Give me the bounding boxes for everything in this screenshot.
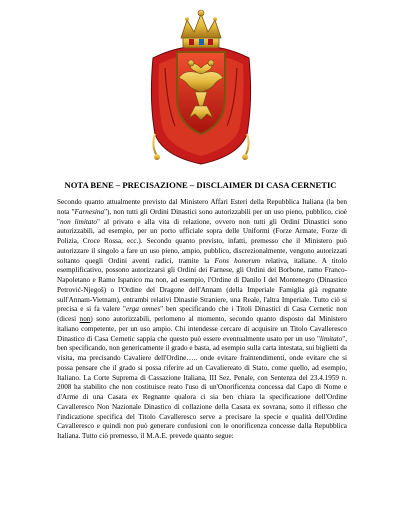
body-text-italic: limitato: [319, 334, 343, 343]
coat-of-arms: [145, 6, 257, 171]
body-text: ", ben specificando, non genericamente il grado e basta, ad esempio sulla carta intestata, sui biglietti da visita, ma precisando Cavaliere dell'Ordine….. onde evitare fraintendimenti, onde evitare che si possa pensare che il grado si possa riferire ad un Cavaliereato di Stato, come quello, ad esempio, Italiano. La Corte Suprema di Cassazione Italiana, III Sez. Penale, con Sentenza del 23.4.1959 n. 2008 ha stabilito che non costituisce reato l'uso di un'Onorificenza concessa dal Capo di Nome e d'Arme di una Casata ex Regnante qualora ci sia ben chiara la specificazione dell'Ordine Cavalleresco Non Nazionale Dinastico di collazione della Casata ex sovrana, sotto il riflesso che l'indicazione specifica del Titolo Cavalleresco serve a precisare la specie e qualità dell'Ordine Cavalleresco e quindi non può generare confusioni con le onorificenza concesse dalla Repubblica Italiana. Tutto ciò premesso, il M.A.E. prevede quanto segue:: [57, 334, 347, 440]
body-text-italic: Farnesina: [74, 207, 105, 216]
body-text: relativa, italiane. A titolo esemplificativo, possono autorizzarsi gli Ordini dei Farnese, gli Ordini dei Borbone, ramo Franco-Napoletano e Ramo Ispanico ma non, ad esempio, l'Ordine di Danilo I del Montenegro (Dinastico Petrović-Njegoš) o l'Ordine del Dragone dell'Annam (della Imperiale Famiglia già regnante sull'Annam-Vietnam), entrambi relativi Dinastie Straniere, una Reale, l'altra Imperiale. Tutto ciò si precisa e si fa valere ": [57, 256, 347, 314]
body-text: ) sono autorizzabili, perlomeno al momento, secondo quanto disposto dal Ministero italiano competente, per un uso ampio. Chi intendesse cercare di acquisire un Titolo Cavalleresco Dinastico di Casa Cernetic sappia che questo può essere eventualmente usato per un uso ": [57, 315, 347, 343]
body-text: " ben specificando che i Titoli Dinastici di Casa Cernetic non (dicesi: [57, 305, 347, 323]
body-text: "), non tutti gli Ordini Dinastici sono autorizzabili per un uso pieno, pubblico, cioè ": [57, 207, 347, 226]
body-text: " al privato e alla vita di relazione, ovvero non tutti gli Ordini Dinastici sono autorizzabili, ad esempio, per un porto ufficiale sopra delle Uniformi (Forze Armate, Forze di Polizia, Croce Rossa, ecc.). Secondo quanto previsto, infatti, premesso che il Ministero può autorizzare il singolo a fare un uso pieno, ampio, pubblico, discrezionalmente, vengono autorizzati soltanto quegli Ordini aventi radici, tramite la: [57, 217, 347, 265]
page-title: NOTA BENE – PRECISAZIONE – DISCLAIMER DI CASA CERNETIC: [64, 180, 337, 190]
body-text-italic: erga omnes: [125, 305, 161, 314]
body-text: Secondo quanto attualmente previsto dal Ministero Affari Esteri della Repubblica Italiana (la ben nota ": [57, 198, 347, 216]
body-text-underlined: non: [79, 315, 91, 323]
body-text-italic: non limitato: [59, 217, 98, 226]
disclaimer-body: [57, 198, 347, 442]
body-text-italic: Fons honorum: [214, 256, 261, 265]
